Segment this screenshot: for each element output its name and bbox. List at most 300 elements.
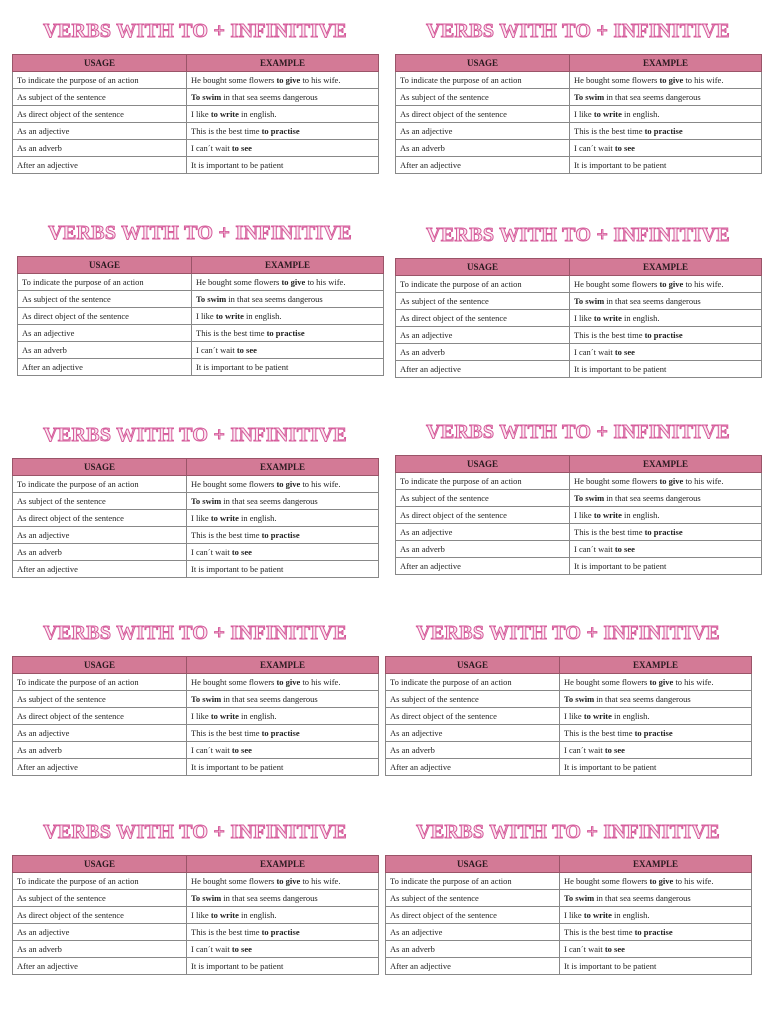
example-column-header: EXAMPLE xyxy=(560,657,752,674)
card-title: VERBS WITH TO + INFINITIVE xyxy=(43,20,347,42)
example-text-after: in english. xyxy=(621,109,660,119)
infinitive-table xyxy=(385,855,752,975)
table-row xyxy=(396,72,762,89)
example-cell xyxy=(560,924,752,941)
infinitive-table xyxy=(12,54,379,174)
example-infinitive: to give xyxy=(659,476,684,486)
usage-cell: As an adverb xyxy=(18,342,192,359)
example-infinitive: to write xyxy=(593,313,622,323)
example-text-after: in that sea seems dangerous xyxy=(594,893,691,903)
example-infinitive: to give xyxy=(276,677,301,687)
usage-cell: To indicate the purpose of an action xyxy=(386,674,560,691)
infinitive-card xyxy=(17,222,383,372)
example-cell xyxy=(192,325,384,342)
example-text-after: in english. xyxy=(611,711,650,721)
example-text-before: It is important to be patient xyxy=(191,961,284,971)
example-text-before: It is important to be patient xyxy=(191,762,284,772)
example-cell xyxy=(570,310,762,327)
infinitive-table xyxy=(17,256,384,376)
example-infinitive: to write xyxy=(210,513,239,523)
example-cell xyxy=(187,106,379,123)
example-infinitive: to give xyxy=(281,277,306,287)
example-text-before: I like xyxy=(191,711,211,721)
example-text-before: He bought some flowers xyxy=(574,75,660,85)
example-cell xyxy=(560,941,752,958)
example-cell xyxy=(570,327,762,344)
example-text-before: It is important to be patient xyxy=(564,961,657,971)
example-text-before: I can´t wait xyxy=(191,745,232,755)
example-text-after: to his wife. xyxy=(300,479,341,489)
example-text-after: to his wife. xyxy=(683,476,724,486)
example-cell xyxy=(570,558,762,575)
example-infinitive: To swim xyxy=(574,296,605,306)
usage-cell: To indicate the purpose of an action xyxy=(386,873,560,890)
example-infinitive: to practise xyxy=(644,126,683,136)
usage-cell: As an adjective xyxy=(386,725,560,742)
card-title: VERBS WITH TO + INFINITIVE xyxy=(43,821,347,843)
example-text-before: I can´t wait xyxy=(196,345,237,355)
example-infinitive: to write xyxy=(215,311,244,321)
usage-cell: After an adjective xyxy=(386,958,560,975)
example-text-before: This is the best time xyxy=(574,527,645,537)
usage-cell: As an adjective xyxy=(396,327,570,344)
example-text-before: I can´t wait xyxy=(564,745,605,755)
usage-cell: As direct object of the sentence xyxy=(386,708,560,725)
example-text-after: to his wife. xyxy=(673,677,714,687)
usage-cell: To indicate the purpose of an action xyxy=(13,476,187,493)
example-cell xyxy=(570,507,762,524)
example-text-after: in that sea seems dangerous xyxy=(221,496,318,506)
example-column-header: EXAMPLE xyxy=(570,456,762,473)
usage-cell: As an adjective xyxy=(396,123,570,140)
usage-cell: As direct object of the sentence xyxy=(18,308,192,325)
table-header-row xyxy=(18,257,384,274)
example-text-before: I can´t wait xyxy=(574,347,615,357)
example-text-after: to his wife. xyxy=(683,75,724,85)
table-row xyxy=(396,310,762,327)
infinitive-card xyxy=(12,622,378,772)
usage-cell: As an adjective xyxy=(396,524,570,541)
example-cell xyxy=(560,691,752,708)
example-text-before: He bought some flowers xyxy=(574,279,660,289)
card-title: VERBS WITH TO + INFINITIVE xyxy=(426,20,730,42)
example-text-after: in that sea seems dangerous xyxy=(594,694,691,704)
infinitive-table xyxy=(12,458,379,578)
example-text-before: He bought some flowers xyxy=(191,677,277,687)
example-text-after: in english. xyxy=(238,711,277,721)
table-row xyxy=(13,691,379,708)
usage-cell: As subject of the sentence xyxy=(386,890,560,907)
table-row xyxy=(386,907,752,924)
card-title: VERBS WITH TO + INFINITIVE xyxy=(43,424,347,446)
example-cell xyxy=(560,742,752,759)
usage-cell: As an adverb xyxy=(13,941,187,958)
example-column-header: EXAMPLE xyxy=(187,459,379,476)
table-header-row xyxy=(396,55,762,72)
example-text-before: He bought some flowers xyxy=(196,277,282,287)
example-infinitive: to see xyxy=(614,143,635,153)
example-infinitive: to write xyxy=(583,910,612,920)
example-cell xyxy=(187,72,379,89)
example-cell xyxy=(560,708,752,725)
example-text-before: I like xyxy=(196,311,216,321)
table-header-row xyxy=(13,657,379,674)
table-header-row xyxy=(396,456,762,473)
example-text-before: I can´t wait xyxy=(191,143,232,153)
usage-cell: As direct object of the sentence xyxy=(13,907,187,924)
example-cell xyxy=(560,759,752,776)
example-text-before: He bought some flowers xyxy=(191,876,277,886)
table-row xyxy=(396,361,762,378)
table-row xyxy=(386,890,752,907)
usage-cell: As an adjective xyxy=(13,725,187,742)
card-title: VERBS WITH TO + INFINITIVE xyxy=(43,622,347,644)
example-infinitive: to give xyxy=(659,75,684,85)
table-row xyxy=(18,274,384,291)
example-text-after: to his wife. xyxy=(300,876,341,886)
usage-cell: As an adverb xyxy=(396,140,570,157)
example-text-before: This is the best time xyxy=(564,728,635,738)
example-cell xyxy=(187,924,379,941)
example-cell xyxy=(570,490,762,507)
example-infinitive: To swim xyxy=(191,893,222,903)
example-cell xyxy=(192,274,384,291)
example-cell xyxy=(560,873,752,890)
example-text-before: It is important to be patient xyxy=(191,564,284,574)
example-text-before: This is the best time xyxy=(191,126,262,136)
table-row xyxy=(396,344,762,361)
example-infinitive: to see xyxy=(614,544,635,554)
example-cell xyxy=(570,524,762,541)
infinitive-card xyxy=(385,622,751,772)
infinitive-table xyxy=(395,455,762,575)
example-cell xyxy=(570,157,762,174)
example-cell xyxy=(187,140,379,157)
infinitive-card xyxy=(12,20,378,170)
usage-cell: After an adjective xyxy=(396,157,570,174)
usage-column-header: USAGE xyxy=(18,257,192,274)
table-row xyxy=(13,89,379,106)
usage-cell: To indicate the purpose of an action xyxy=(18,274,192,291)
example-cell xyxy=(570,72,762,89)
usage-cell: As an adjective xyxy=(18,325,192,342)
example-text-after: in english. xyxy=(611,910,650,920)
example-text-after: in that sea seems dangerous xyxy=(226,294,323,304)
example-cell xyxy=(187,725,379,742)
table-row xyxy=(396,490,762,507)
example-cell xyxy=(570,276,762,293)
example-text-after: in english. xyxy=(238,910,277,920)
table-row xyxy=(13,742,379,759)
example-infinitive: to see xyxy=(231,547,252,557)
example-text-after: to his wife. xyxy=(305,277,346,287)
example-infinitive: to see xyxy=(231,745,252,755)
usage-cell: After an adjective xyxy=(13,157,187,174)
table-row xyxy=(396,276,762,293)
example-cell xyxy=(570,123,762,140)
table-row xyxy=(13,873,379,890)
example-cell xyxy=(192,359,384,376)
example-cell xyxy=(187,476,379,493)
example-cell xyxy=(187,674,379,691)
usage-cell: As direct object of the sentence xyxy=(396,106,570,123)
table-row xyxy=(386,941,752,958)
example-cell xyxy=(560,725,752,742)
example-text-before: He bought some flowers xyxy=(564,677,650,687)
usage-cell: After an adjective xyxy=(13,958,187,975)
example-cell xyxy=(187,873,379,890)
example-text-after: in that sea seems dangerous xyxy=(221,92,318,102)
example-text-before: I can´t wait xyxy=(574,544,615,554)
example-infinitive: to give xyxy=(276,75,301,85)
example-cell xyxy=(192,342,384,359)
usage-cell: To indicate the purpose of an action xyxy=(396,473,570,490)
usage-column-header: USAGE xyxy=(13,657,187,674)
table-header-row xyxy=(13,55,379,72)
usage-cell: As an adjective xyxy=(13,123,187,140)
example-text-before: This is the best time xyxy=(574,330,645,340)
table-row xyxy=(18,359,384,376)
example-infinitive: to practise xyxy=(261,530,300,540)
table-row xyxy=(386,873,752,890)
usage-cell: As subject of the sentence xyxy=(396,293,570,310)
table-row xyxy=(13,544,379,561)
table-row xyxy=(13,157,379,174)
example-text-after: to his wife. xyxy=(300,75,341,85)
table-row xyxy=(396,558,762,575)
usage-cell: As an adverb xyxy=(13,140,187,157)
table-row xyxy=(396,327,762,344)
example-cell xyxy=(570,140,762,157)
example-infinitive: to write xyxy=(210,109,239,119)
usage-cell: As direct object of the sentence xyxy=(13,106,187,123)
infinitive-table xyxy=(395,258,762,378)
table-row xyxy=(13,674,379,691)
example-infinitive: to see xyxy=(604,944,625,954)
example-cell xyxy=(187,691,379,708)
table-row xyxy=(396,293,762,310)
example-text-before: This is the best time xyxy=(196,328,267,338)
usage-cell: As direct object of the sentence xyxy=(13,510,187,527)
example-text-after: in english. xyxy=(238,109,277,119)
table-row xyxy=(13,72,379,89)
example-infinitive: To swim xyxy=(196,294,227,304)
example-text-before: He bought some flowers xyxy=(564,876,650,886)
table-row xyxy=(13,140,379,157)
infinitive-card xyxy=(12,424,378,574)
table-header-row xyxy=(386,657,752,674)
table-row xyxy=(386,708,752,725)
usage-cell: As subject of the sentence xyxy=(386,691,560,708)
example-text-before: I can´t wait xyxy=(191,944,232,954)
usage-cell: As an adverb xyxy=(396,541,570,558)
example-text-before: This is the best time xyxy=(191,530,262,540)
usage-column-header: USAGE xyxy=(386,856,560,873)
card-title: VERBS WITH TO + INFINITIVE xyxy=(48,222,352,244)
infinitive-table xyxy=(12,855,379,975)
usage-cell: As direct object of the sentence xyxy=(386,907,560,924)
table-row xyxy=(386,691,752,708)
example-infinitive: To swim xyxy=(191,92,222,102)
usage-cell: To indicate the purpose of an action xyxy=(13,674,187,691)
table-row xyxy=(18,308,384,325)
usage-cell: After an adjective xyxy=(18,359,192,376)
usage-cell: As subject of the sentence xyxy=(13,890,187,907)
usage-cell: As an adverb xyxy=(13,742,187,759)
usage-cell: As an adverb xyxy=(396,344,570,361)
table-row xyxy=(13,890,379,907)
example-text-before: I like xyxy=(191,513,211,523)
table-row xyxy=(396,541,762,558)
example-cell xyxy=(187,510,379,527)
usage-cell: As subject of the sentence xyxy=(13,89,187,106)
example-column-header: EXAMPLE xyxy=(187,55,379,72)
usage-cell: After an adjective xyxy=(396,558,570,575)
example-column-header: EXAMPLE xyxy=(192,257,384,274)
card-title: VERBS WITH TO + INFINITIVE xyxy=(426,421,730,443)
table-row xyxy=(386,674,752,691)
example-infinitive: to see xyxy=(604,745,625,755)
example-column-header: EXAMPLE xyxy=(187,657,379,674)
infinitive-table xyxy=(385,656,752,776)
example-text-before: I like xyxy=(574,510,594,520)
usage-cell: As subject of the sentence xyxy=(396,89,570,106)
example-column-header: EXAMPLE xyxy=(187,856,379,873)
usage-cell: After an adjective xyxy=(13,759,187,776)
usage-column-header: USAGE xyxy=(386,657,560,674)
example-cell xyxy=(570,106,762,123)
example-text-before: I like xyxy=(574,313,594,323)
example-infinitive: to see xyxy=(231,944,252,954)
table-row xyxy=(396,473,762,490)
example-infinitive: to write xyxy=(593,510,622,520)
infinitive-card xyxy=(395,20,761,170)
example-text-after: in that sea seems dangerous xyxy=(221,893,318,903)
example-cell xyxy=(187,527,379,544)
example-cell xyxy=(187,561,379,578)
example-infinitive: To swim xyxy=(574,92,605,102)
table-row xyxy=(13,941,379,958)
infinitive-card xyxy=(395,224,761,374)
example-text-before: I like xyxy=(191,109,211,119)
example-text-before: I can´t wait xyxy=(191,547,232,557)
example-cell xyxy=(187,890,379,907)
example-cell xyxy=(560,674,752,691)
table-row xyxy=(13,907,379,924)
example-column-header: EXAMPLE xyxy=(570,55,762,72)
example-cell xyxy=(187,708,379,725)
example-column-header: EXAMPLE xyxy=(570,259,762,276)
example-text-after: in that sea seems dangerous xyxy=(604,493,701,503)
example-cell xyxy=(560,907,752,924)
usage-cell: To indicate the purpose of an action xyxy=(396,72,570,89)
table-row xyxy=(13,476,379,493)
example-infinitive: to practise xyxy=(634,728,673,738)
example-infinitive: to write xyxy=(210,711,239,721)
example-infinitive: To swim xyxy=(564,694,595,704)
example-text-after: in english. xyxy=(238,513,277,523)
infinitive-table xyxy=(395,54,762,174)
example-text-before: It is important to be patient xyxy=(574,160,667,170)
usage-column-header: USAGE xyxy=(396,259,570,276)
card-title: VERBS WITH TO + INFINITIVE xyxy=(416,821,720,843)
example-infinitive: To swim xyxy=(191,694,222,704)
example-text-before: I can´t wait xyxy=(574,143,615,153)
table-header-row xyxy=(396,259,762,276)
table-row xyxy=(386,725,752,742)
usage-cell: As subject of the sentence xyxy=(18,291,192,308)
example-text-before: This is the best time xyxy=(191,927,262,937)
usage-cell: As an adjective xyxy=(13,527,187,544)
table-row xyxy=(13,708,379,725)
example-cell xyxy=(187,157,379,174)
example-text-before: It is important to be patient xyxy=(574,364,667,374)
example-cell xyxy=(187,89,379,106)
example-infinitive: To swim xyxy=(191,496,222,506)
example-infinitive: to write xyxy=(583,711,612,721)
table-row xyxy=(13,123,379,140)
example-text-after: to his wife. xyxy=(673,876,714,886)
table-row xyxy=(386,924,752,941)
usage-cell: As an adjective xyxy=(386,924,560,941)
table-row xyxy=(13,561,379,578)
example-cell xyxy=(570,473,762,490)
example-text-after: to his wife. xyxy=(300,677,341,687)
usage-cell: After an adjective xyxy=(386,759,560,776)
example-infinitive: to see xyxy=(614,347,635,357)
table-row xyxy=(386,759,752,776)
example-cell xyxy=(187,958,379,975)
example-infinitive: To swim xyxy=(574,493,605,503)
infinitive-card xyxy=(385,821,751,971)
usage-cell: As an adverb xyxy=(386,742,560,759)
example-text-after: in english. xyxy=(621,510,660,520)
example-cell xyxy=(187,493,379,510)
usage-column-header: USAGE xyxy=(396,456,570,473)
table-row xyxy=(396,157,762,174)
example-cell xyxy=(187,544,379,561)
table-row xyxy=(396,89,762,106)
example-text-before: It is important to be patient xyxy=(574,561,667,571)
table-row xyxy=(396,524,762,541)
example-infinitive: to practise xyxy=(261,126,300,136)
table-row xyxy=(396,140,762,157)
example-infinitive: to practise xyxy=(644,527,683,537)
example-infinitive: to give xyxy=(276,479,301,489)
example-cell xyxy=(187,742,379,759)
example-text-after: in that sea seems dangerous xyxy=(221,694,318,704)
table-row xyxy=(13,106,379,123)
example-text-before: He bought some flowers xyxy=(191,75,277,85)
example-text-after: in that sea seems dangerous xyxy=(604,92,701,102)
card-title: VERBS WITH TO + INFINITIVE xyxy=(416,622,720,644)
example-cell xyxy=(192,291,384,308)
example-cell xyxy=(187,907,379,924)
table-row xyxy=(13,958,379,975)
example-cell xyxy=(570,541,762,558)
table-row xyxy=(13,924,379,941)
usage-cell: As an adjective xyxy=(13,924,187,941)
table-row xyxy=(18,291,384,308)
infinitive-card xyxy=(395,421,761,571)
example-cell xyxy=(570,361,762,378)
example-infinitive: to practise xyxy=(261,728,300,738)
table-row xyxy=(13,527,379,544)
usage-column-header: USAGE xyxy=(396,55,570,72)
example-cell xyxy=(570,89,762,106)
example-text-after: in english. xyxy=(243,311,282,321)
example-text-before: I like xyxy=(191,910,211,920)
